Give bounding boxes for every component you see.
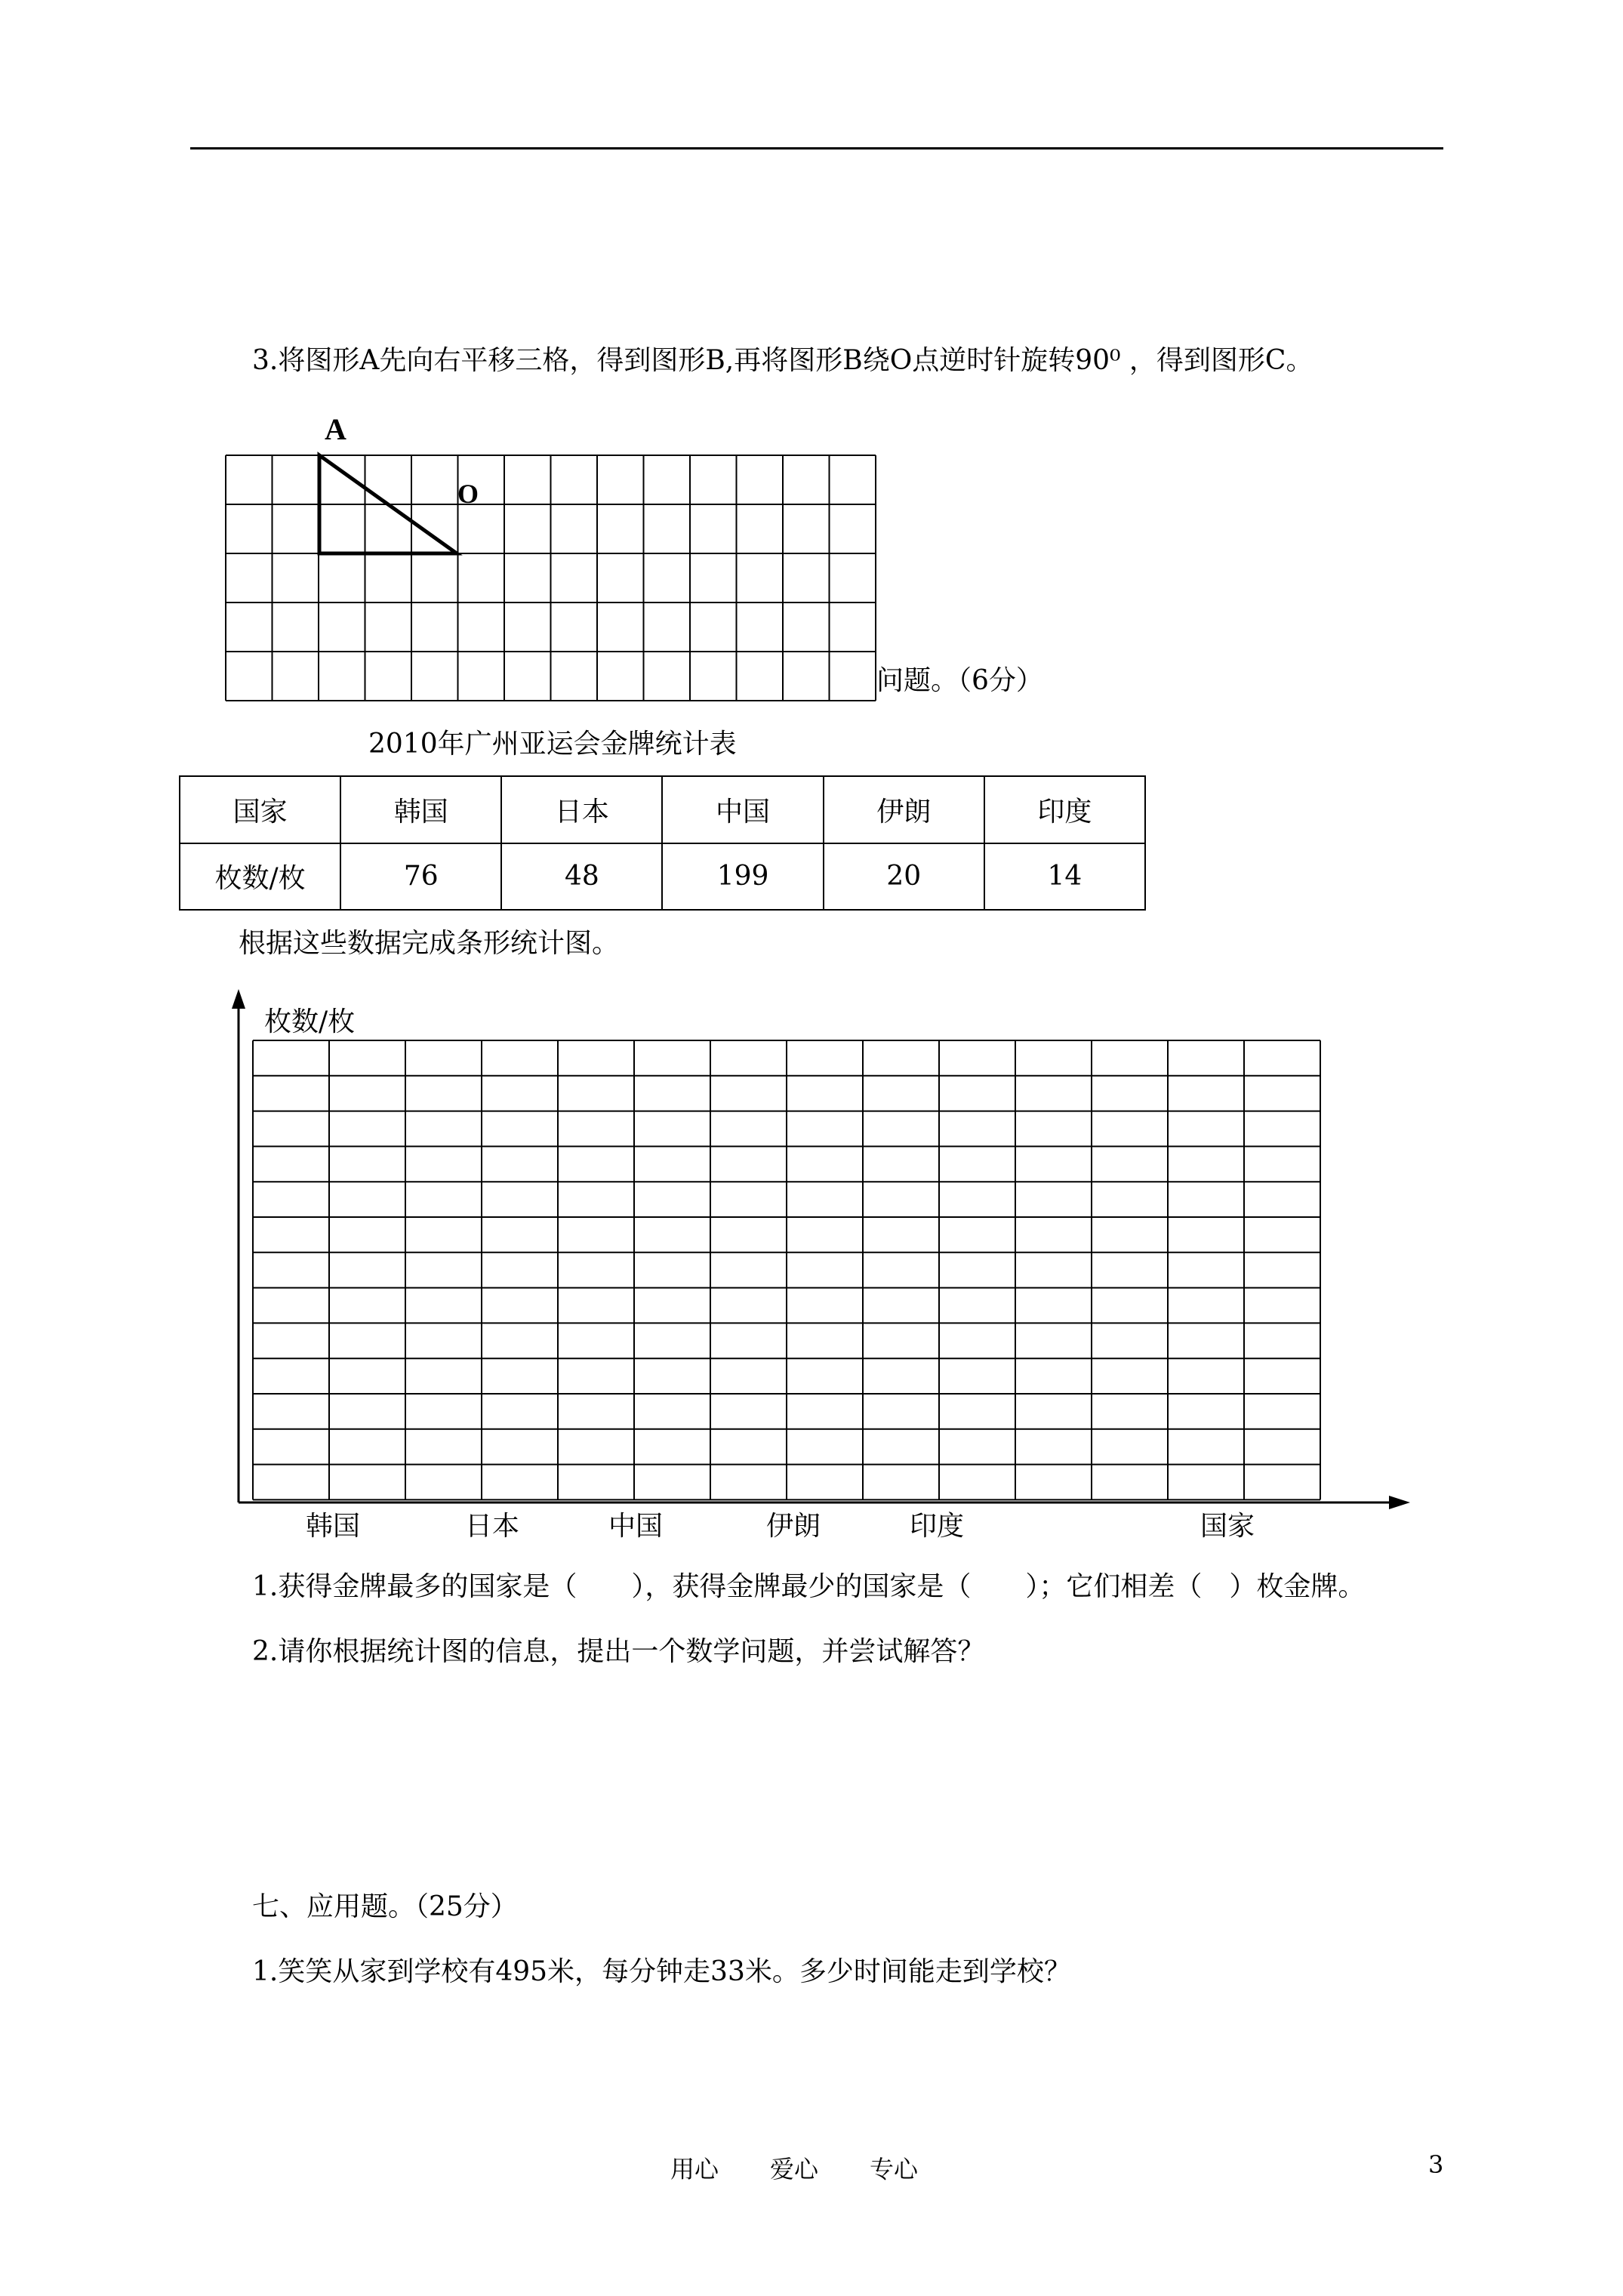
table-country: 印度 xyxy=(984,776,1145,843)
x-tick-label: 印度 xyxy=(910,1511,965,1542)
table-title: 2010年广州亚运会金牌统计表 xyxy=(368,729,737,760)
x-tick-label: 日本 xyxy=(465,1511,520,1542)
chart-grid xyxy=(253,1040,1320,1499)
table-country: 伊朗 xyxy=(824,776,984,843)
question-1: 1.获得金牌最多的国家是（ ），获得金牌最少的国家是（ ）；它们相差（ ）枚金牌。 xyxy=(252,1571,1366,1602)
table-row-label: 枚数/枚 xyxy=(180,843,340,911)
section-7-question-1: 1.笑笑从家到学校有495米，每分钟走33米。多少时间能走到学校？ xyxy=(252,1956,1071,1987)
table-count: 76 xyxy=(340,843,501,911)
question-2: 2.请你根据统计图的信息，提出一个数学问题，并尝试解答？ xyxy=(252,1636,985,1667)
table-count: 20 xyxy=(824,843,984,911)
footer-motto: 爱心 xyxy=(770,2155,819,2184)
clipped-question-text: 问题。（6分） xyxy=(876,665,1043,696)
table-country: 韩国 xyxy=(340,776,501,843)
page-number: 3 xyxy=(1428,2150,1444,2179)
x-axis-arrow xyxy=(1389,1496,1410,1509)
table-country: 中国 xyxy=(662,776,823,843)
section-7-title: 七、应用题。（25分） xyxy=(252,1891,518,1922)
x-tick-label: 伊朗 xyxy=(766,1511,821,1542)
y-axis-arrow xyxy=(232,989,245,1009)
table-count: 14 xyxy=(984,843,1145,911)
x-axis-label: 国家 xyxy=(1200,1511,1255,1542)
label-a: A xyxy=(325,412,346,446)
footer-motto: 专心 xyxy=(870,2155,919,2184)
x-tick-label: 韩国 xyxy=(306,1511,361,1542)
x-tick-label: 中国 xyxy=(608,1511,664,1542)
table-count: 48 xyxy=(501,843,662,911)
table-country: 日本 xyxy=(501,776,662,843)
y-axis-label: 枚数/枚 xyxy=(264,1006,356,1037)
label-o: O xyxy=(457,479,479,509)
footer-motto: 用心 xyxy=(670,2155,719,2184)
table-count: 199 xyxy=(662,843,823,911)
question-3-text: 3.将图形A先向右平移三格，得到图形B,再将图形B绕O点逆时针旋转90⁰ ，得到图形C。 xyxy=(252,345,1313,376)
table-header-label: 国家 xyxy=(180,776,340,843)
chart-instruction: 根据这些数据完成条形统计图。 xyxy=(239,928,620,959)
